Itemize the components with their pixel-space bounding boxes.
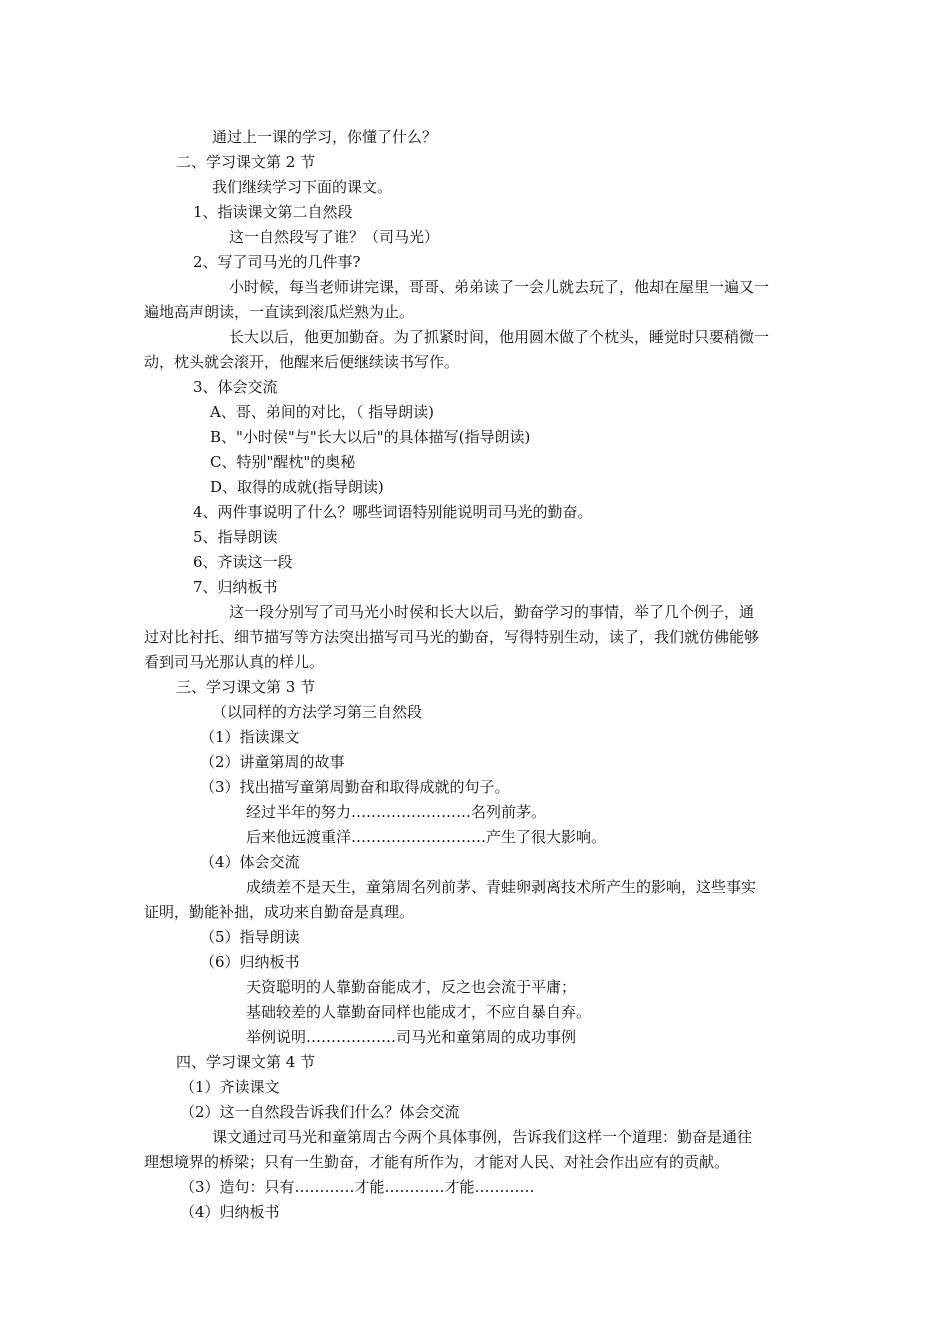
paragraph-line: 证明，勤能补拙，成功来自勤奋是真理。 — [144, 903, 415, 921]
step-item: （1）指读课文 — [200, 728, 300, 746]
paragraph-line: 过对比衬托、细节描写等方法突出描写司马光的勤奋，写得特别生动，读了，我们就仿佛能够 — [144, 628, 760, 646]
step-item: （3）找出描写童第周勤奋和取得成就的句子。 — [200, 778, 510, 796]
paragraph-line: 课文通过司马光和童第周古今两个具体事例，告诉我们这样一个道理：勤奋是通往 — [212, 1128, 753, 1146]
board-note-line: 基础较差的人靠勤奋同样也能成才，不应自暴自弃。 — [246, 1003, 592, 1021]
paragraph-line: 这一段分别写了司马光小时侯和长大以后，勤奋学习的事情，举了几个例子，通 — [229, 603, 755, 621]
paragraph-line: 长大以后，他更加勤奋。为了抓紧时间，他用圆木做了个枕头，睡觉时只要稍微一 — [229, 328, 770, 346]
paragraph-line: 看到司马光那认真的样儿。 — [144, 653, 325, 671]
step-item: （2）这一自然段告诉我们什么？体会交流 — [180, 1103, 460, 1121]
section-heading: 四、学习课文第 4 节 — [176, 1053, 316, 1071]
text-line: 通过上一课的学习，你懂了什么？ — [212, 128, 438, 146]
step-item: （1）齐读课文 — [180, 1078, 280, 1096]
step-item: 5、指导朗读 — [193, 528, 278, 546]
sub-item: C、特别"醒枕"的奥秘 — [210, 453, 356, 471]
board-note-line: 举例说明………………司马光和童第周的成功事例 — [246, 1028, 577, 1046]
step-item: （5）指导朗读 — [200, 928, 300, 946]
board-note-line: 天资聪明的人靠勤奋能成才，反之也会流于平庸； — [246, 978, 577, 996]
paragraph-line: 动，枕头就会滚开，他醒来后便继续读书写作。 — [144, 353, 460, 371]
step-item: 2、写了司马光的几件事? — [193, 253, 361, 271]
step-item: 4、两件事说明了什么？哪些词语特别能说明司马光的勤奋。 — [193, 503, 593, 521]
sub-item: B、"小时侯"与"长大以后"的具体描写(指导朗读) — [210, 428, 531, 446]
step-item: （4）归纳板书 — [180, 1203, 280, 1221]
step-item: 7、归纳板书 — [193, 578, 278, 596]
step-item: （4）体会交流 — [200, 853, 300, 871]
step-item: 6、齐读这一段 — [193, 553, 293, 571]
quote-line: 后来他远渡重洋………………………产生了很大影响。 — [246, 828, 607, 846]
step-item: （3）造句：只有…………才能…………才能………… — [180, 1178, 535, 1196]
step-item: 3、体会交流 — [193, 378, 278, 396]
quote-line: 经过半年的努力……………………名列前茅。 — [246, 803, 547, 821]
step-item: 1、指读课文第二自然段 — [193, 203, 353, 221]
text-line: （以同样的方法学习第三自然段 — [212, 703, 423, 721]
text-line: 这一自然段写了谁？（司马光） — [229, 228, 440, 246]
section-heading: 三、学习课文第 3 节 — [176, 678, 316, 696]
sub-item: A、哥、弟间的对比，（ 指导朗读) — [210, 403, 434, 421]
paragraph-line: 理想境界的桥梁；只有一生勤奋，才能有所作为，才能对人民、对社会作出应有的贡献。 — [144, 1153, 730, 1171]
paragraph-line: 成绩差不是天生，童第周名列前茅、青蛙卵剥离技术所产生的影响，这些事实 — [246, 878, 757, 896]
paragraph-line: 遍地高声朗读，一直读到滚瓜烂熟为止。 — [144, 303, 415, 321]
step-item: （6）归纳板书 — [200, 953, 300, 971]
paragraph-line: 小时候，每当老师讲完课，哥哥、弟弟读了一会儿就去玩了，他却在屋里一遍又一 — [229, 278, 770, 296]
sub-item: D、取得的成就(指导朗读) — [210, 478, 384, 496]
step-item: （2）讲童第周的故事 — [200, 753, 345, 771]
section-heading: 二、学习课文第 2 节 — [176, 153, 316, 171]
text-line: 我们继续学习下面的课文。 — [212, 178, 393, 196]
